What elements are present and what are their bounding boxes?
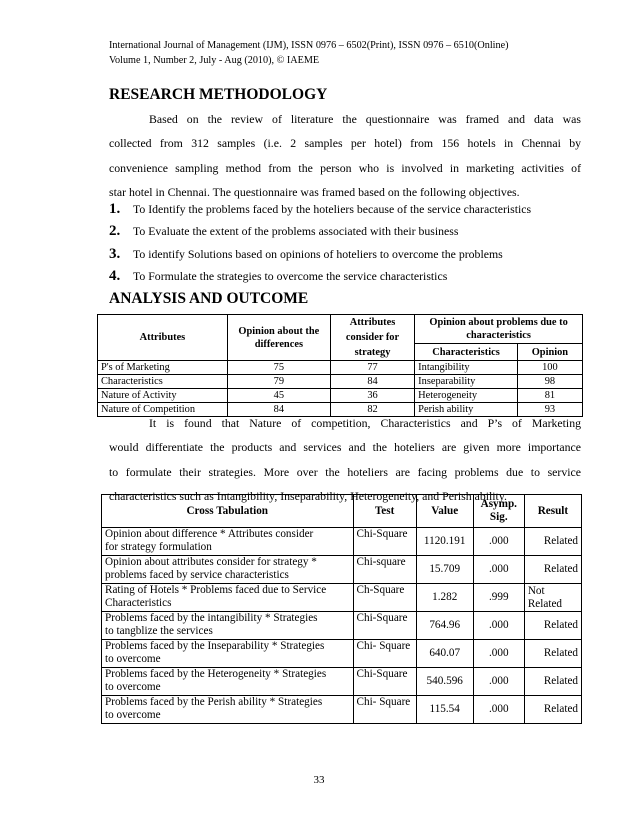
col-characteristics: Characteristics — [415, 344, 518, 361]
objective-item — [109, 220, 579, 242]
table-row — [102, 640, 582, 668]
analysis-line: would differentiate the products and services and the hoteliers are given more importance — [109, 440, 581, 455]
cross-line-2: problems faced by service characteristics — [105, 569, 289, 581]
cross-line-1: Opinion about attributes consider for strategy * — [105, 556, 317, 568]
methodology-paragraph — [109, 107, 581, 204]
cell-attribute: P's of Marketing — [98, 361, 228, 375]
cell-opinion: 93 — [517, 403, 582, 417]
cross-line-2: Characteristics — [105, 597, 172, 609]
cell-cross-tabulation — [102, 696, 354, 724]
cell-opinion: 98 — [517, 375, 582, 389]
col-cross-tabulation: Cross Tabulation — [102, 495, 354, 528]
cell-difference: 45 — [227, 389, 330, 403]
cell-cross-tabulation — [102, 528, 354, 556]
objective-item — [109, 265, 579, 287]
cell-characteristic: Heterogeneity — [415, 389, 518, 403]
cell-sig: .000 — [473, 612, 524, 640]
cell-characteristic: Inseparability — [415, 375, 518, 389]
cell-strategy: 84 — [330, 375, 414, 389]
cross-line-2: to overcome — [105, 681, 161, 693]
table-row — [102, 556, 582, 584]
objective-text: To Identify the problems faced by the hoteliers because of the service characteristics — [133, 202, 532, 216]
col-attributes: Attributes — [98, 315, 228, 361]
col-opinion-differences: Opinion about the differences — [227, 315, 330, 361]
cell-value: 764.96 — [416, 612, 473, 640]
cell-sig: .000 — [473, 556, 524, 584]
cell-value: 1120.191 — [416, 528, 473, 556]
cell-test: Chi- Square — [353, 640, 416, 668]
analysis-outcome-heading: ANALYSIS AND OUTCOME — [109, 290, 309, 307]
col-asymp-sig: Asymp. Sig. — [473, 495, 524, 528]
cell-test: Chi-Square — [353, 668, 416, 696]
table-row — [98, 375, 583, 389]
table-row — [102, 696, 582, 724]
cell-sig: .000 — [473, 528, 524, 556]
cross-line-1: Problems faced by the intangibility * Strategies — [105, 612, 318, 624]
table-row — [102, 528, 582, 556]
cell-test: Chi-Square — [353, 528, 416, 556]
analysis-line: It is found that Nature of competition, Characteristics and P’s of Marketing — [149, 416, 581, 430]
cell-result: Related — [524, 556, 581, 584]
cross-line-2: for strategy formulation — [105, 541, 212, 553]
objective-item — [109, 243, 579, 265]
cross-line-2: to overcome — [105, 709, 161, 721]
objective-number: 1. — [109, 201, 121, 217]
cell-result: Related — [524, 612, 581, 640]
cell-cross-tabulation — [102, 612, 354, 640]
cross-line-1: Problems faced by the Heterogeneity * Strategies — [105, 668, 327, 680]
cell-attribute: Characteristics — [98, 375, 228, 389]
cell-cross-tabulation — [102, 640, 354, 668]
cell-opinion: 100 — [517, 361, 582, 375]
page-number: 33 — [313, 774, 325, 786]
cross-line-1: Rating of Hotels * Problems faced due to Service — [105, 584, 327, 596]
table-header-row — [102, 495, 582, 528]
cell-characteristic: Intangibility — [415, 361, 518, 375]
cell-opinion: 81 — [517, 389, 582, 403]
cell-cross-tabulation — [102, 668, 354, 696]
cell-value: 640.07 — [416, 640, 473, 668]
objective-item — [109, 198, 579, 220]
cell-cross-tabulation — [102, 556, 354, 584]
cell-value: 540.596 — [416, 668, 473, 696]
col-attributes-strategy: Attributes consider for strategy — [330, 315, 414, 361]
cell-characteristic: Perish ability — [415, 403, 518, 417]
table-row — [98, 361, 583, 375]
attributes-table — [97, 314, 583, 417]
cell-result: Related — [524, 528, 581, 556]
cell-difference: 79 — [227, 375, 330, 389]
methodology-line: convenience sampling method from the person who is involved in marketing activities of — [109, 160, 581, 175]
cell-strategy: 77 — [330, 361, 414, 375]
objective-number: 4. — [109, 268, 121, 284]
cross-line-2: to overcome — [105, 653, 161, 665]
cell-test: Ch-Square — [353, 584, 416, 612]
col-opinion: Opinion — [517, 344, 582, 361]
objective-text: To identify Solutions based on opinions of hoteliers to overcome the problems — [133, 247, 503, 261]
objective-number: 2. — [109, 223, 121, 239]
research-methodology-heading: RESEARCH METHODOLOGY — [109, 86, 328, 103]
header-line-1: International Journal of Management (IJM), ISSN 0976 – 6502(Print), ISSN 0976 – 6510(Online) — [109, 40, 509, 51]
cell-result: Not Related — [524, 584, 581, 612]
table-row — [102, 612, 582, 640]
table-row — [102, 668, 582, 696]
col-value: Value — [416, 495, 473, 528]
cell-difference: 84 — [227, 403, 330, 417]
methodology-line: Based on the review of literature the questionnaire was framed and data was — [149, 112, 581, 126]
analysis-line: characteristics such as Intangibility, Inseparability, Heterogeneity, and Perish ability. — [109, 488, 507, 503]
cell-sig: .000 — [473, 696, 524, 724]
cell-result: Related — [524, 668, 581, 696]
running-header — [109, 38, 579, 68]
table-header-row — [98, 315, 583, 344]
cell-cross-tabulation — [102, 584, 354, 612]
cell-attribute: Nature of Competition — [98, 403, 228, 417]
objective-number: 3. — [109, 246, 121, 262]
cross-line-1: Problems faced by the Inseparability * Strategies — [105, 640, 325, 652]
cross-tabulation-table — [101, 494, 582, 724]
table-row — [102, 584, 582, 612]
cell-sig: .000 — [473, 640, 524, 668]
objective-text: To Formulate the strategies to overcome the service characteristics — [133, 269, 448, 283]
cell-value: 1.282 — [416, 584, 473, 612]
cell-test: Chi-Square — [353, 612, 416, 640]
cell-difference: 75 — [227, 361, 330, 375]
objective-text: To Evaluate the extent of the problems associated with their business — [133, 224, 459, 238]
table-row — [98, 389, 583, 403]
cell-sig: .999 — [473, 584, 524, 612]
cell-result: Related — [524, 696, 581, 724]
col-opinion-problems: Opinion about problems due to characteristics — [415, 315, 583, 344]
cell-result: Related — [524, 640, 581, 668]
methodology-line: collected from 312 samples (i.e. 2 samples per hotel) from 156 hotels in Chennai by — [109, 136, 581, 151]
cell-value: 115.54 — [416, 696, 473, 724]
cell-test: Chi- Square — [353, 696, 416, 724]
cross-line-1: Opinion about difference * Attributes consider — [105, 528, 314, 540]
methodology-line: star hotel in Chennai. The questionnaire was framed based on the following objectives. — [109, 184, 520, 199]
col-result: Result — [524, 495, 581, 528]
analysis-line: to formulate their strategies. More over the hoteliers are facing problems due to service — [109, 464, 581, 479]
cross-line-1: Problems faced by the Perish ability * Strategies — [105, 696, 323, 708]
cell-attribute: Nature of Activity — [98, 389, 228, 403]
cell-test: Chi-square — [353, 556, 416, 584]
col-test: Test — [353, 495, 416, 528]
cell-strategy: 36 — [330, 389, 414, 403]
cell-sig: .000 — [473, 668, 524, 696]
header-line-2: Volume 1, Number 2, July - Aug (2010), © IAEME — [109, 55, 320, 66]
cell-strategy: 82 — [330, 403, 414, 417]
cross-line-2: to tangblize the services — [105, 625, 213, 637]
cell-value: 15.709 — [416, 556, 473, 584]
